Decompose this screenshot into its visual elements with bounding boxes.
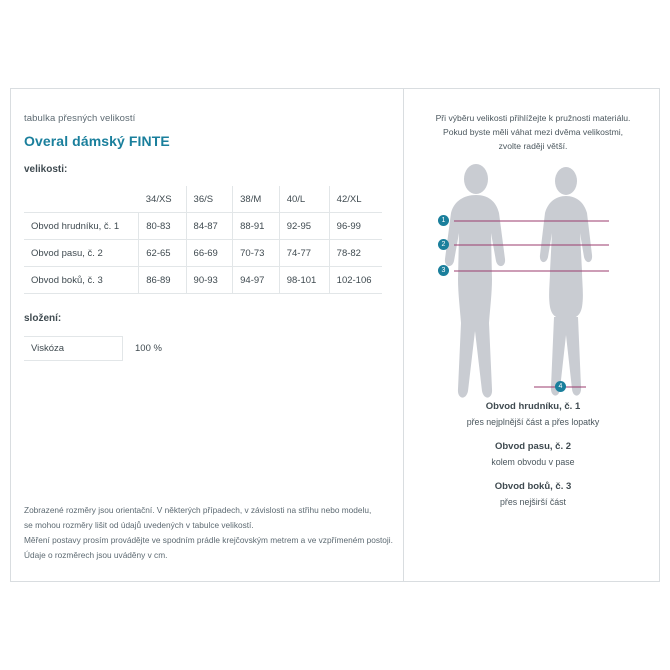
table-cell: 74-77 bbox=[279, 240, 329, 267]
table-cell: 62-65 bbox=[139, 240, 186, 267]
table-cell: 70-73 bbox=[233, 240, 280, 267]
right-column bbox=[404, 89, 660, 581]
table-row bbox=[24, 240, 382, 267]
marker-badge-1: 1 bbox=[438, 215, 449, 226]
table-corner-cell bbox=[24, 186, 139, 213]
female-figure-icon bbox=[540, 167, 592, 396]
composition-material: Viskóza bbox=[24, 337, 123, 361]
footnote-line: Zobrazené rozměry jsou orientační. V některých případech, v závislosti na střihu nebo modelu, bbox=[24, 505, 372, 515]
measurement-title: Obvod pasu, č. 2 bbox=[494, 441, 572, 452]
intro-line: Pokud byste měli váhat mezi dvěma velikostmi, bbox=[442, 127, 624, 137]
table-cell: 80-83 bbox=[139, 213, 186, 240]
measurement-title: Obvod hrudníku, č. 1 bbox=[485, 401, 581, 412]
measurement-desc: přes nejširší část bbox=[500, 497, 566, 507]
male-figure-icon bbox=[445, 164, 505, 398]
column-header: 38/M bbox=[233, 186, 280, 213]
kicker-text: tabulka přesných velikostí bbox=[24, 113, 136, 124]
measurement-title: Obvod boků, č. 3 bbox=[494, 481, 572, 492]
table-cell: 84-87 bbox=[186, 213, 233, 240]
marker-badge-3: 3 bbox=[438, 265, 449, 276]
table-cell: 66-69 bbox=[186, 240, 233, 267]
footnote-line: Měření postavy prosím provádějte ve spodním prádle krejčovským metrem a ve vzpřímeném postoji. bbox=[24, 535, 393, 545]
composition-row bbox=[24, 337, 169, 361]
footnote-line: Údaje o rozměrech jsou uváděny v cm. bbox=[24, 550, 168, 560]
table-row bbox=[24, 267, 382, 294]
intro-line: Při výběru velikosti přihlížejte k pružnosti materiálu. bbox=[435, 113, 631, 123]
composition-label: složení: bbox=[24, 313, 62, 324]
table-header-row bbox=[24, 186, 382, 213]
intro-line: zvolte raději větší. bbox=[498, 141, 568, 151]
row-label: Obvod pasu, č. 2 bbox=[24, 240, 139, 267]
table-cell: 96-99 bbox=[329, 213, 382, 240]
table-cell: 78-82 bbox=[329, 240, 382, 267]
composition-table bbox=[24, 336, 169, 361]
table-cell: 92-95 bbox=[279, 213, 329, 240]
measurement-desc: kolem obvodu v pase bbox=[491, 457, 575, 467]
marker-badge-4: 4 bbox=[555, 381, 566, 392]
table-cell: 90-93 bbox=[186, 267, 233, 294]
composition-percent: 100 % bbox=[135, 343, 162, 354]
table-cell: 86-89 bbox=[139, 267, 186, 294]
row-label: Obvod hrudníku, č. 1 bbox=[24, 213, 139, 240]
sizes-label: velikosti: bbox=[24, 164, 68, 175]
table-row bbox=[24, 213, 382, 240]
measurement-descriptions bbox=[414, 387, 652, 507]
table-cell: 94-97 bbox=[233, 267, 280, 294]
size-table bbox=[24, 186, 382, 294]
marker-badge-2: 2 bbox=[438, 239, 449, 250]
page-title: Overal dámský FINTE bbox=[24, 133, 170, 149]
column-header: 42/XL bbox=[329, 186, 382, 213]
table-cell: 88-91 bbox=[233, 213, 280, 240]
footnote bbox=[24, 503, 394, 563]
column-header: 36/S bbox=[186, 186, 233, 213]
row-label: Obvod boků, č. 3 bbox=[24, 267, 139, 294]
footnote-line: se mohou rozměry lišit od údajů uvedených v tabulce velikostí. bbox=[24, 520, 254, 530]
table-cell: 98-101 bbox=[279, 267, 329, 294]
column-header: 34/XS bbox=[139, 186, 186, 213]
column-header: 40/L bbox=[279, 186, 329, 213]
table-cell: 102-106 bbox=[329, 267, 382, 294]
intro-text bbox=[414, 111, 652, 153]
measurement-desc: přes nejplnější část a přes lopatky bbox=[466, 417, 600, 427]
left-column bbox=[11, 89, 403, 581]
